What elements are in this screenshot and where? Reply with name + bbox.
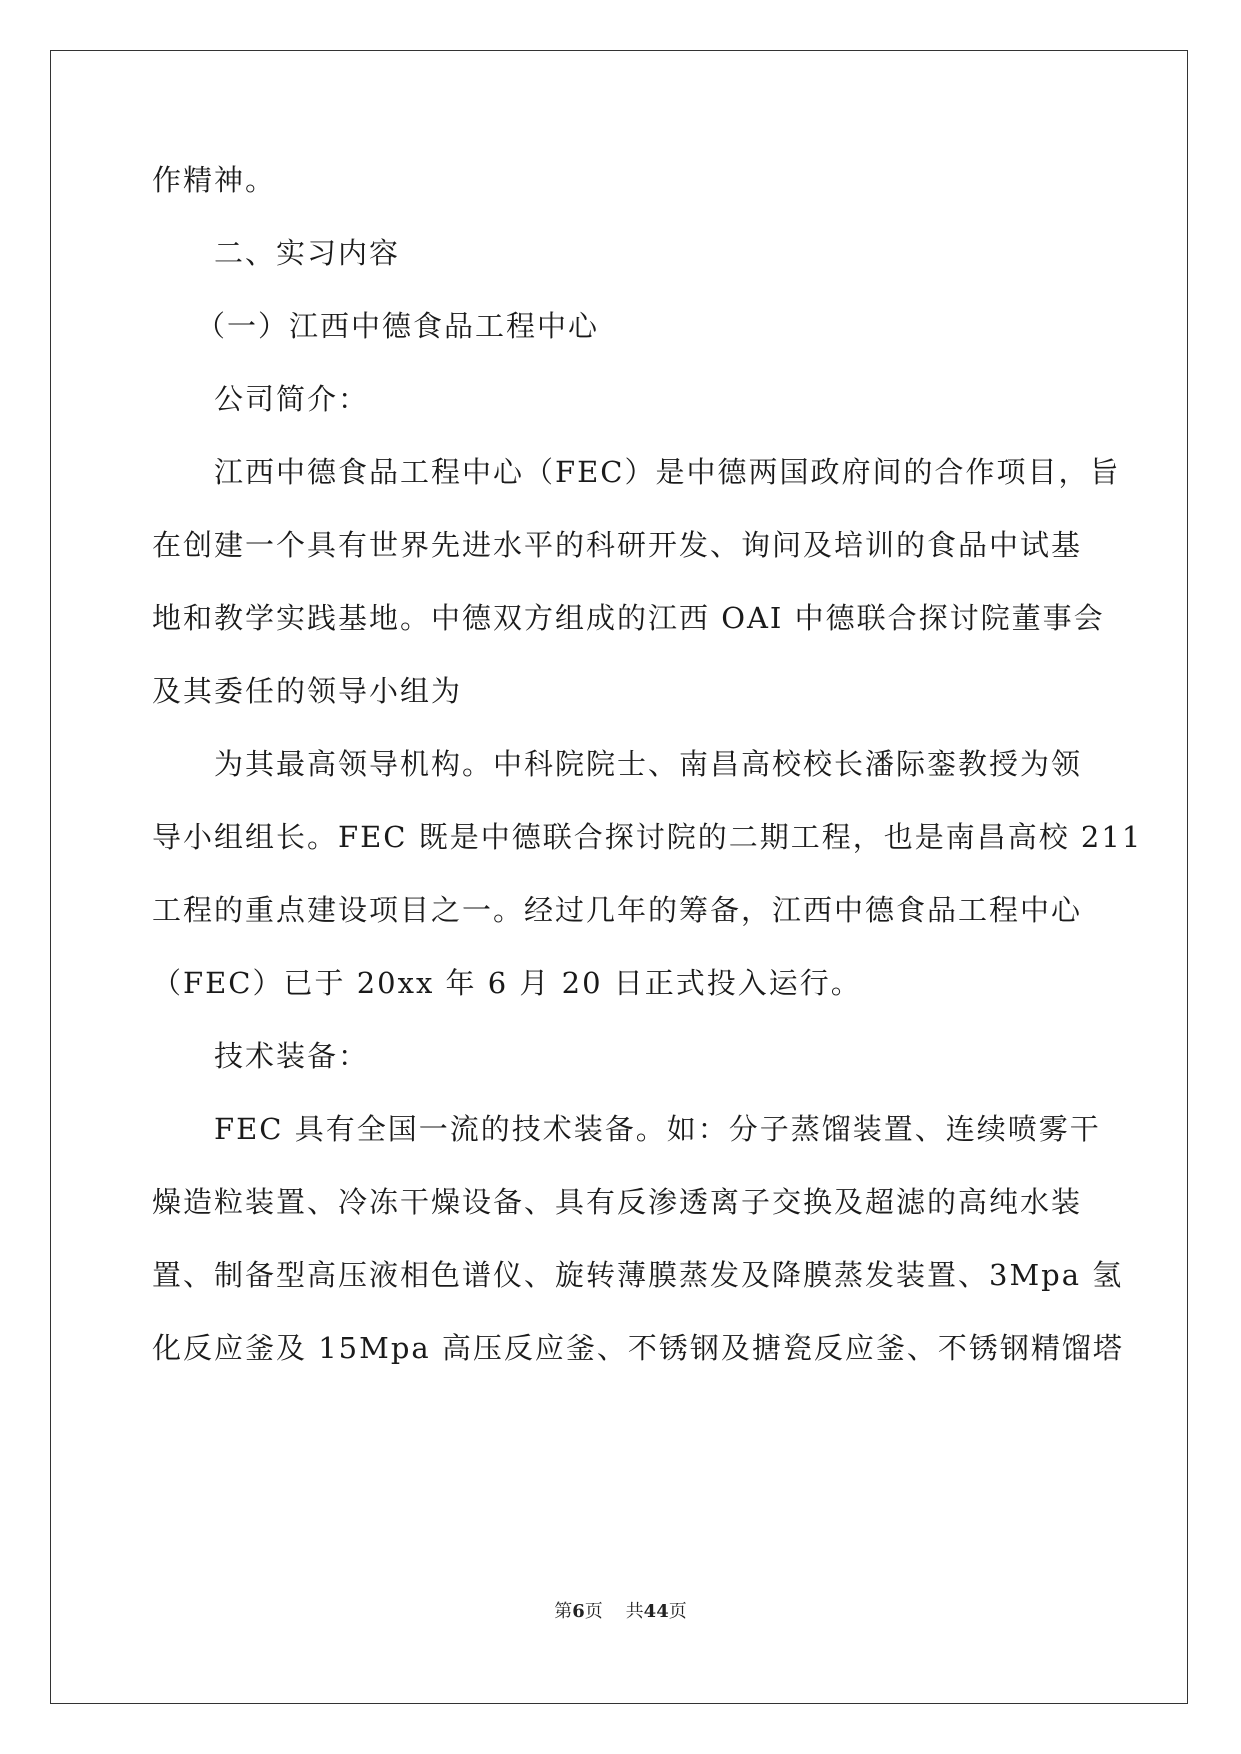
total-pages: 44 [643,1601,669,1622]
label-heading: 技术装备： [214,1039,370,1073]
paragraph-line: 工程的重点建设项目之一。经过几年的筹备，江西中德食品工程中心 [152,893,1083,927]
paragraph-line: 燥造粒装置、冷冻干燥设备、具有反渗透离子交换及超滤的高纯水装 [152,1185,1083,1219]
paragraph-line: 导小组组长。FEC 既是中德联合探讨院的二期工程，也是南昌高校 211 [152,820,1143,854]
section-heading: 二、实习内容 [214,236,401,270]
paragraph-line: 作精神。 [152,163,277,197]
paragraph-line: （FEC）已于 20xx 年 6 月 20 日正式投入运行。 [152,966,862,1000]
paragraph-line: 及其委任的领导小组为 [152,674,463,708]
page-number: 6 [572,1601,585,1622]
paragraph-line: FEC 具有全国一流的技术装备。如：分子蒸馏装置、连续喷雾干 [214,1112,1101,1146]
footer-total-suffix: 页 [668,1601,687,1622]
paragraph-line: 地和教学实践基地。中德双方组成的江西 OAI 中德联合探讨院董事会 [152,601,1105,635]
paragraph-line: 为其最高领导机构。中科院院士、南昌高校校长潘际銮教授为领 [214,747,1083,781]
subsection-heading: （一）江西中德食品工程中心 [196,309,600,343]
label-heading: 公司简介： [214,382,370,416]
footer-prefix: 第 [554,1601,573,1622]
footer-page-suffix: 页 [584,1601,603,1622]
page-footer [0,1597,1241,1623]
paragraph-line: 置、制备型高压液相色谱仪、旋转薄膜蒸发及降膜蒸发装置、3Mpa 氢 [152,1258,1124,1292]
page-border [50,50,1188,1704]
paragraph-line: 江西中德食品工程中心（FEC）是中德两国政府间的合作项目，旨 [214,455,1121,489]
paragraph-line: 在创建一个具有世界先进水平的科研开发、询问及培训的食品中试基 [152,528,1083,562]
paragraph-line: 化反应釜及 15Mpa 高压反应釜、不锈钢及搪瓷反应釜、不锈钢精馏塔 [152,1331,1124,1365]
footer-total-prefix: 共 [625,1601,644,1622]
